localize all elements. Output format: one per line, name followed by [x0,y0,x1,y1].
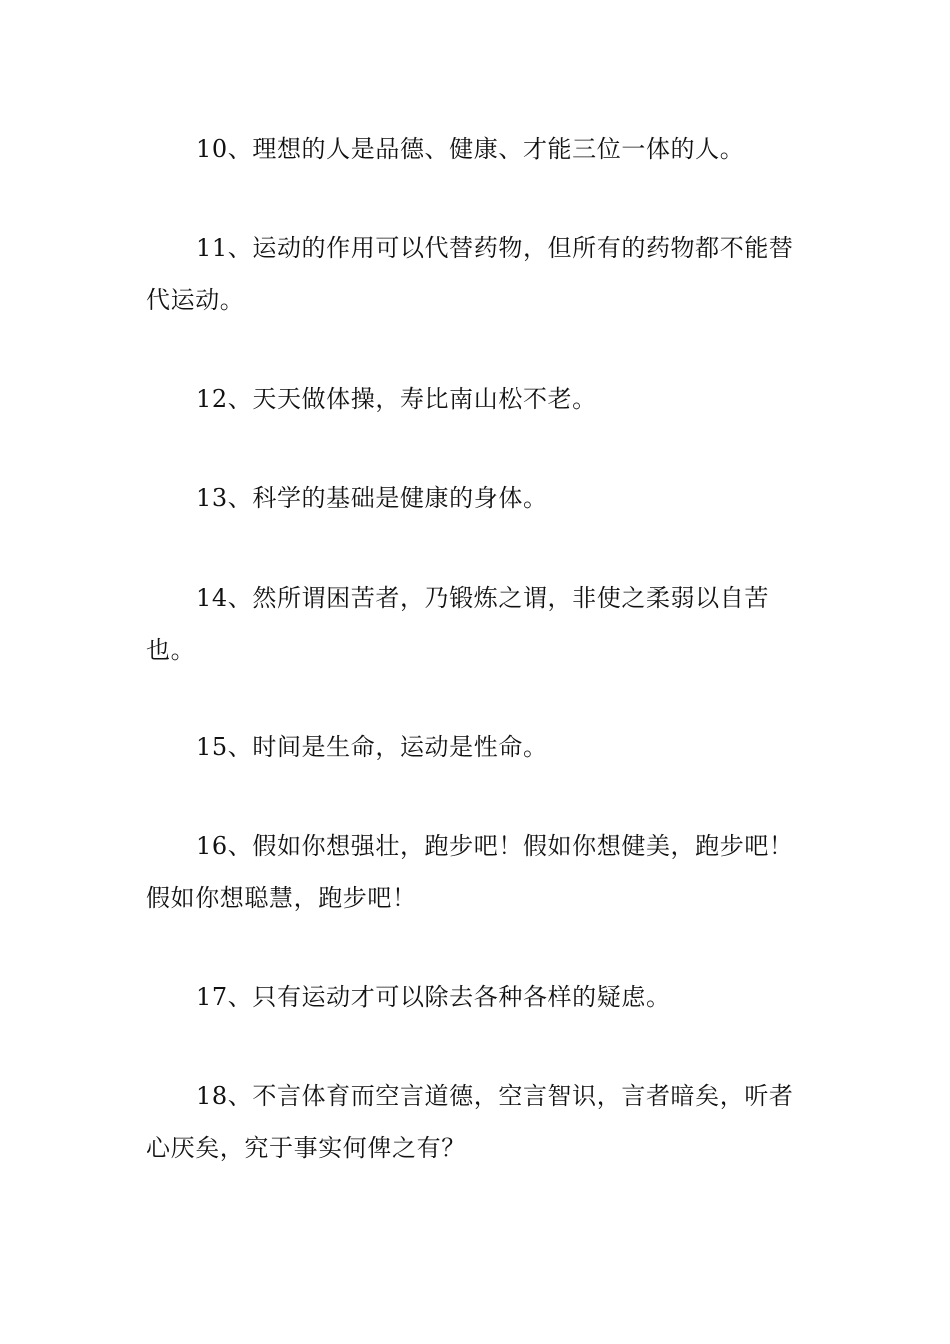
quote-paragraph-18: 18、不言体育而空言道德，空言智识，言者暗矣，听者心厌矣，究于事实何俾之有？ [146,1082,794,1162]
quote-paragraph-16: 16、假如你想强壮，跑步吧！假如你想健美，跑步吧！假如你想聪慧，跑步吧！ [146,832,794,912]
quote-paragraph-17: 17、只有运动才可以除去各种各样的疑虑。 [196,983,671,1011]
quote-paragraph-14: 14、然所谓困苦者，乃锻炼之谓，非使之柔弱以自苦也。 [146,584,769,664]
quote-paragraph-13: 13、科学的基础是健康的身体。 [196,484,548,512]
quote-paragraph-12: 12、天天做体操，寿比南山松不老。 [196,385,597,413]
quote-paragraph-11: 11、运动的作用可以代替药物，但所有的药物都不能替代运动。 [146,234,794,314]
quote-paragraph-15: 15、时间是生命，运动是性命。 [196,733,548,761]
quote-paragraph-10: 10、理想的人是品德、健康、才能三位一体的人。 [196,135,745,163]
